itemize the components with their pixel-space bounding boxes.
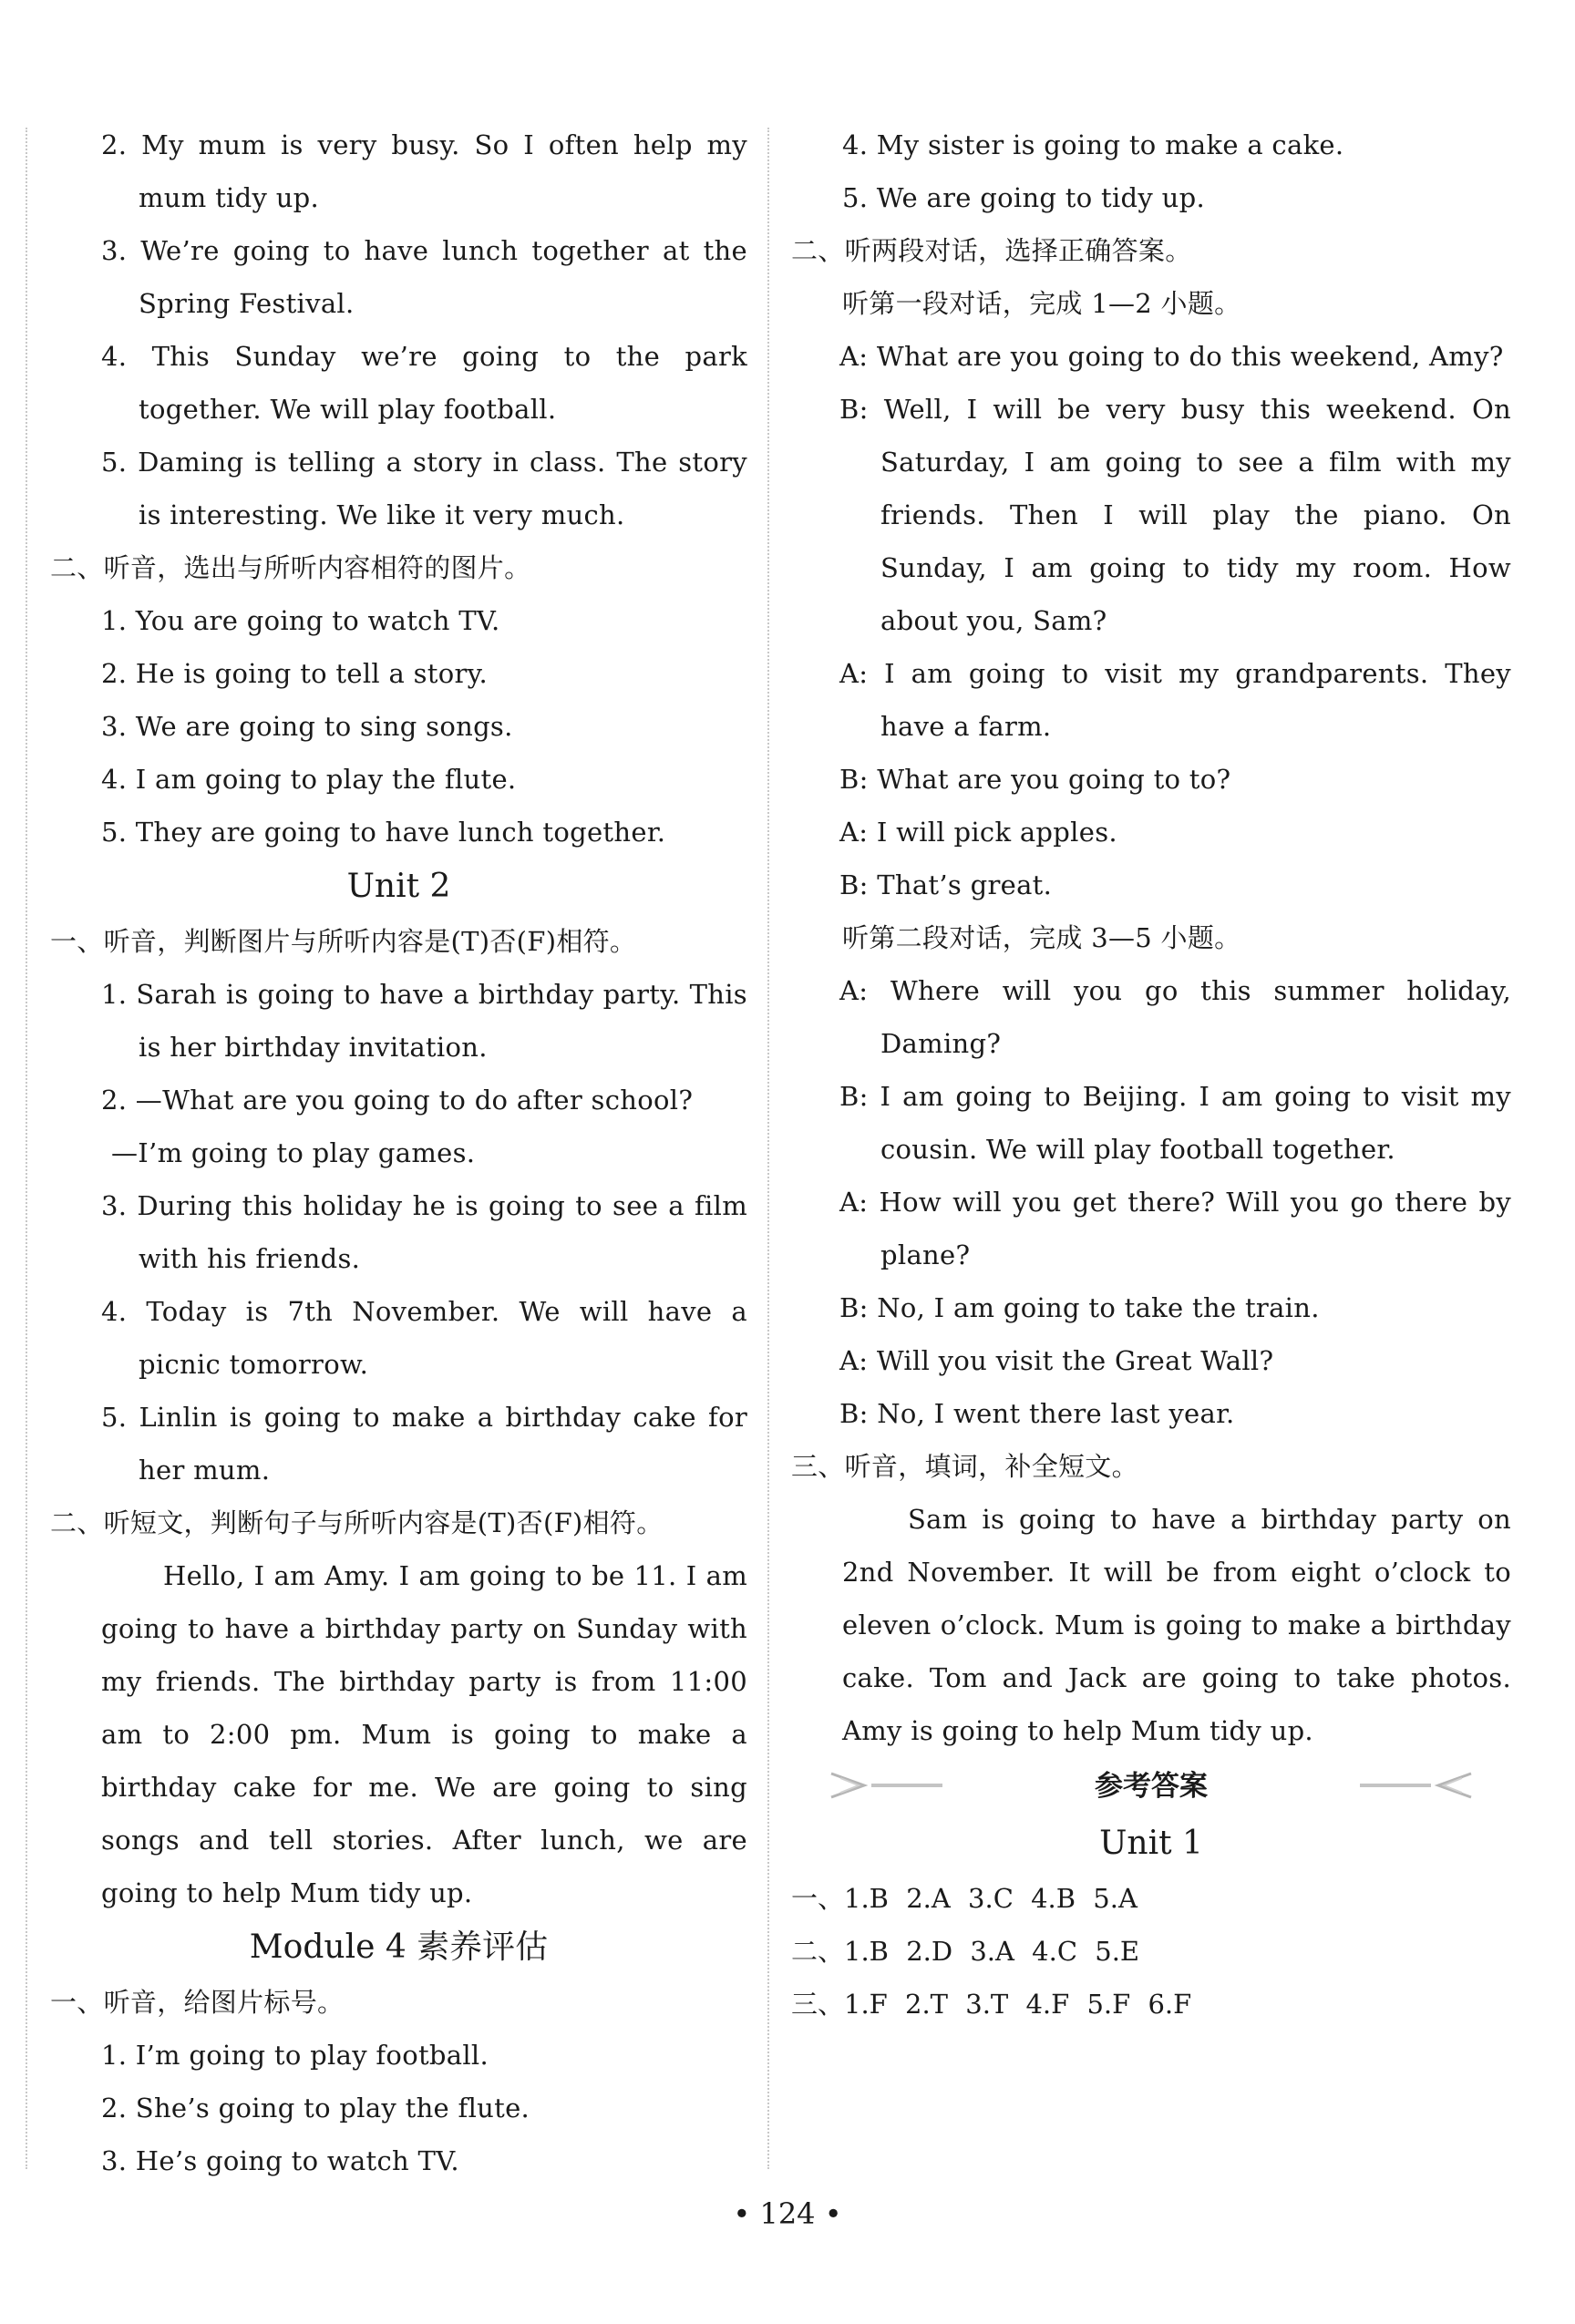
listening-item: 4. My sister is going to make a cake.: [842, 129, 1344, 160]
listening-item: 2. She’s going to play the flute.: [101, 2093, 530, 2123]
section-title: 二、听音，选出与所听内容相符的图片。: [50, 552, 531, 583]
listening-item: 5. We are going to tidy up.: [842, 182, 1205, 213]
listening-item: 5. Linlin is going to make a birthday cake for her mum.: [101, 1402, 747, 1486]
dialog-line: B: That’s great.: [839, 869, 1053, 900]
section-title: 三、听音，填词，补全短文。: [791, 1451, 1138, 1482]
answer-line: 二、1.B 2.D 3.A 4.C 5.E: [791, 1936, 1140, 1967]
answers-unit-heading: Unit 1: [1099, 1825, 1203, 1862]
listening-item: 3. We’re going to have lunch together at the Spring Festival.: [101, 235, 747, 319]
listening-item: 2. My mum is very busy. So I often help my mum tidy up.: [101, 129, 747, 213]
answers-banner: [791, 1757, 1511, 1815]
dialog-line: A: I will pick apples.: [839, 817, 1117, 848]
listening-item: —I’m going to play games.: [111, 1137, 476, 1168]
dialog-title: 听第一段对话，完成 1—2 小题。: [842, 288, 1241, 319]
listening-item: 4. Today is 7th November. We will have a picnic tomorrow.: [101, 1296, 747, 1380]
listening-item: 2. He is going to tell a story.: [101, 658, 489, 689]
dialog-line: B: What are you going to to?: [839, 764, 1231, 795]
dialog-line: A: I am going to visit my grandparents. They have a farm.: [839, 658, 1511, 742]
section-title: 二、听两段对话，选择正确答案。: [791, 235, 1192, 266]
answers-title: 参考答案: [1095, 1770, 1208, 1803]
dialog-line: A: Will you visit the Great Wall?: [839, 1345, 1274, 1376]
column-divider: [767, 128, 769, 2169]
page-number: • 124 •: [733, 2196, 842, 2231]
dialog-line: A: Where will you go this summer holiday, Daming?: [839, 975, 1511, 1059]
listening-item: 3. During this holiday he is going to see a film with his friends.: [101, 1190, 747, 1274]
right-column: [791, 118, 1511, 2031]
listening-item: 4. This Sunday we’re going to the park together. We will play football.: [101, 341, 747, 425]
listening-item: 5. Daming is telling a story in class. The story is interesting. We like it very much.: [101, 447, 747, 530]
dialog-line: B: No, I went there last year.: [839, 1398, 1235, 1429]
listening-item: 3. We are going to sing songs.: [101, 711, 513, 742]
listening-passage: Hello, I am Amy. I am going to be 11. I am going to have a birthday party on Sunday with my friends. The birthday party is from 11:00 am to 2:00 pm. Mum is going to make a birthday cake for me. We are going to sing songs and tell stories. After lunch, we are going to help Mum tidy up.: [101, 1560, 747, 1908]
listening-item: 1. You are going to watch TV.: [101, 605, 500, 636]
unit-heading: Unit 2: [346, 868, 451, 905]
listening-passage: Sam is going to have a birthday party on 2nd November. It will be from eight o’clock to eleven o’clock. Mum is going to make a birthday cake. Tom and Jack are going to take photos. Amy is going to help Mum tidy up.: [842, 1504, 1511, 1746]
answer-line: 一、1.B 2.A 3.C 4.B 5.A: [791, 1883, 1138, 1914]
answer-line: 三、1.F 2.T 3.T 4.F 5.F 6.F: [791, 1989, 1192, 2020]
section-title: 一、听音，给图片标号。: [50, 1987, 345, 2018]
listening-item: 2. —What are you going to do after school?: [101, 1085, 694, 1116]
module-heading: Module 4 素养评估: [249, 1928, 549, 1966]
dialog-line: B: Well, I will be very busy this weekend. On Saturday, I am going to see a film with my friends. Then I will play the piano. On Sunday, I am going to tidy my room. How about you, Sam?: [839, 394, 1511, 636]
listening-item: 1. I’m going to play football.: [101, 2040, 489, 2071]
section-title: 二、听短文，判断句子与所听内容是(T)否(F)相符。: [50, 1507, 664, 1538]
right-ornament-icon: [1356, 1770, 1475, 1801]
dialog-line: B: I am going to Beijing. I am going to visit my cousin. We will play football together.: [839, 1081, 1511, 1165]
listening-item: 3. He’s going to watch TV.: [101, 2145, 459, 2176]
dialog-line: A: How will you get there? Will you go there by plane?: [839, 1187, 1511, 1270]
left-ornament-icon: [828, 1770, 946, 1801]
left-margin-rule: [26, 128, 27, 2169]
dialog-line: A: What are you going to do this weekend, Amy?: [839, 341, 1504, 372]
listening-item: 1. Sarah is going to have a birthday party. This is her birthday invitation.: [101, 979, 747, 1063]
listening-item: 4. I am going to play the flute.: [101, 764, 517, 795]
listening-item: 5. They are going to have lunch together.: [101, 817, 666, 848]
dialog-title: 听第二段对话，完成 3—5 小题。: [842, 922, 1241, 953]
dialog-line: B: No, I am going to take the train.: [839, 1292, 1320, 1323]
section-title: 一、听音，判断图片与所听内容是(T)否(F)相符。: [50, 926, 637, 957]
left-column: [50, 118, 747, 2187]
